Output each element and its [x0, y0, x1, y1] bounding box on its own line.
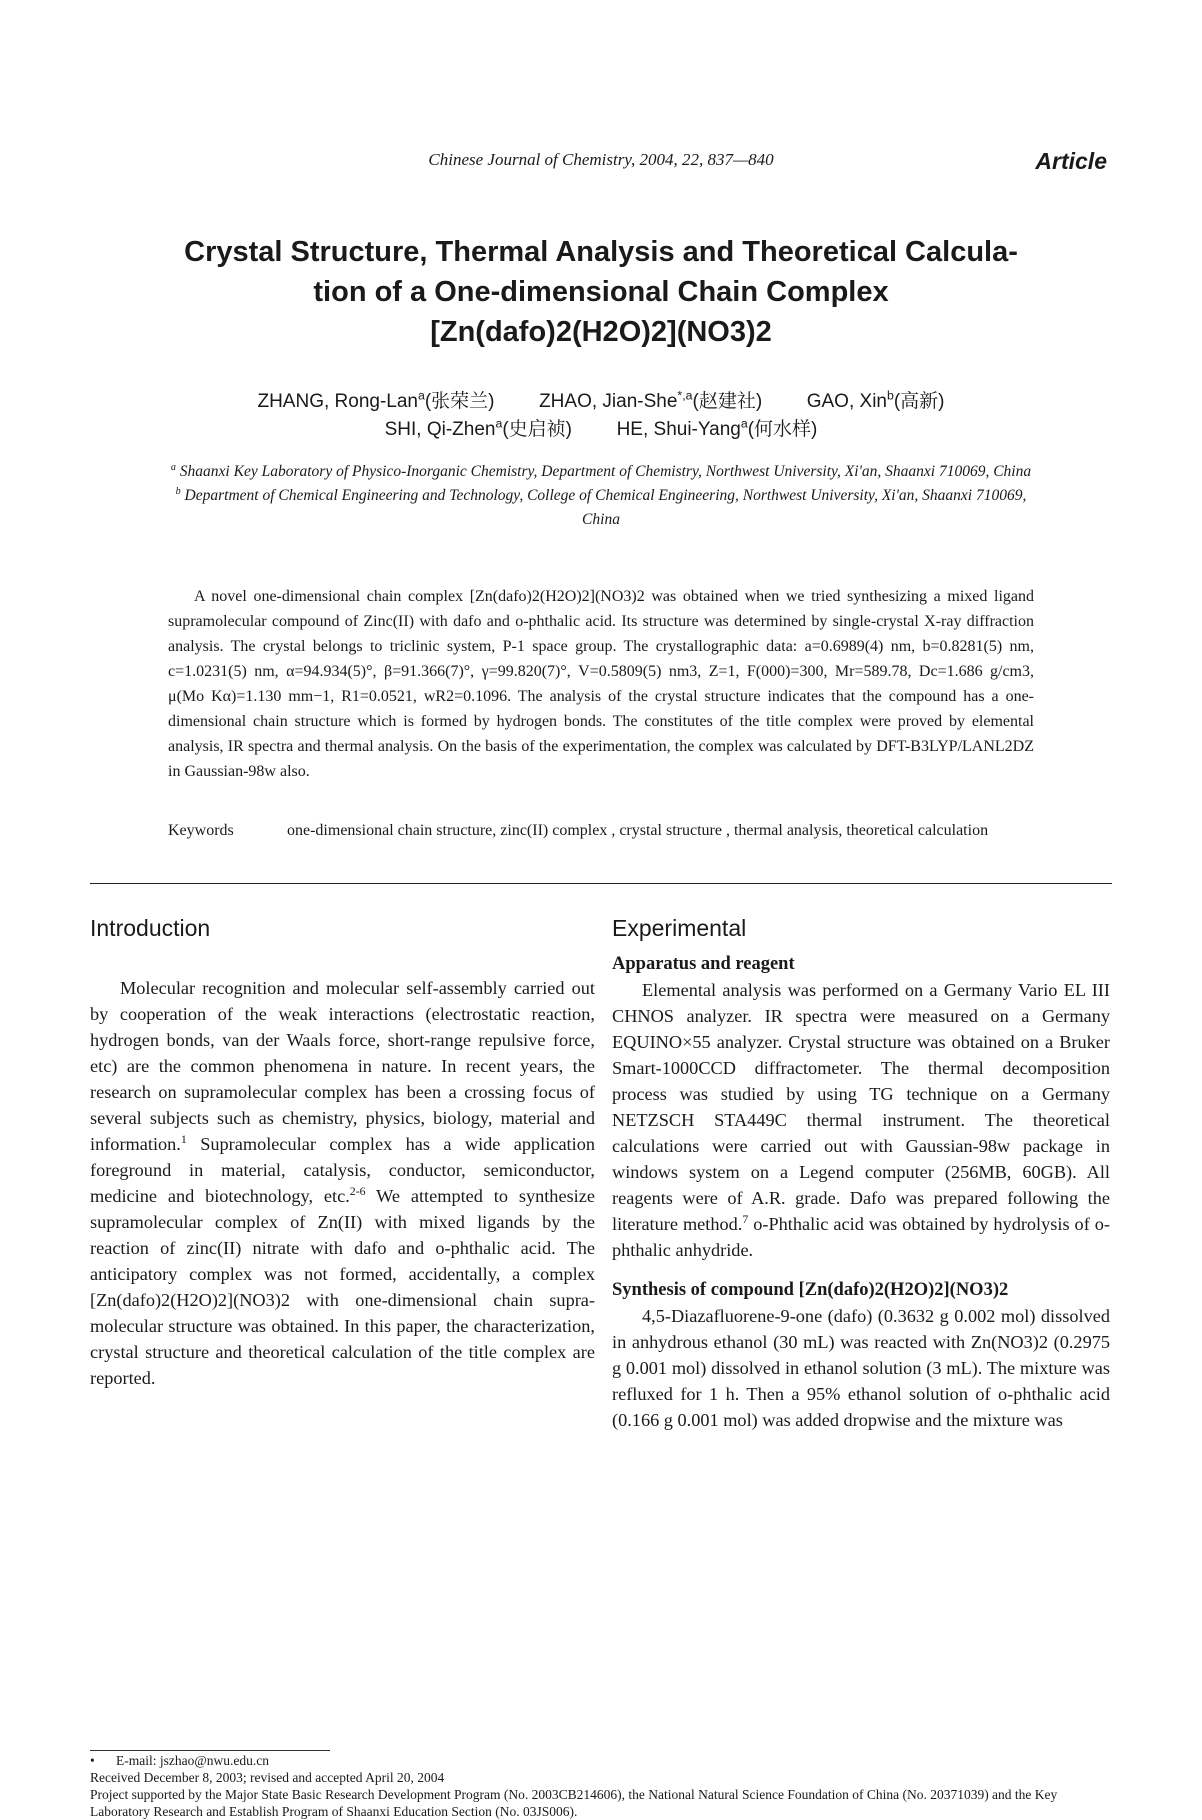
synthesis-paragraph: 4,5-Diazafluorene-9-one (dafo) (0.3632 g 0.002 mol) dissolved in anhydrous ethanol (30 mL) was reacted with Zn(NO3)2 (0.2975 g 0.001 mol) dissolved in ethanol solution (3 mL). The mixture was refluxed for 1 h. Then a 95% ethanol solution of o-phthalic acid (0.166 g 0.001 mol) was added dropwise and the mixture was: [612, 1306, 1110, 1430]
affiliations: [160, 460, 1042, 532]
introduction-heading: Introduction: [90, 915, 211, 941]
author-list: ZHANG, Rong-Lan$^a$(张荣兰) ZHAO, Jian-She$^{*,a}$(赵建社) GAO, Xin$^b$(高新) SHI, Qi-Zhen$^a$(史启祯) HE, Shui-Yang$^a$(何水样): [257, 388, 945, 440]
footnote-email: • E-mail: jszhao@nwu.edu.cn: [90, 1753, 270, 1768]
keywords-label: Keywords: [168, 822, 234, 839]
introduction-column: [90, 915, 595, 1391]
article-type-label: Article: [1035, 148, 1107, 174]
footnote-project: Project supported by the Major State Basic Research Development Program (No. 2003CB214606), the National Natural Science Foundation of China (No. 20371039) and the Key Laboratory Research and Establish Program of Shaanxi Education Section (No. 03JS006).: [90, 1787, 1058, 1819]
journal-citation: Chinese Journal of Chemistry, 2004, 22, 837—840: [428, 150, 774, 169]
introduction-paragraph: Molecular recognition and molecular self-assembly carried out by cooperation of the weak interactions (electrostatic reaction, hydrogen bonds, van der Waals force, short-range repulsive force, etc) are the common phenomena in nature. In recent years, the research on supramolecular complex has been a crossing focus of several subjects such as chemistry, physics, biology, material and information.$^1$ Supramolecular complex has a wide application foreground in material, catalysis, conductor, semiconductor, medicine and biotechnology, etc.$^{2-6}$ We attempted to synthesize supramolecular complex of Zn(II) with mixed ligands by the reaction of zinc(II) nitrate with dafo and o-phthalic acid. The anticipatory complex was not formed, accidentally, a complex [Zn(dafo)2(H2O)2](NO3)2 with one-dimensional chain supra- molecular structure was obtained. In this paper, the characterization, crystal structure and theoretical calculation of the title complex are reported.: [90, 978, 595, 1388]
experimental-column: [612, 915, 1110, 1433]
author-name: HE, Shui-Yang: [616, 419, 741, 440]
abstract: A novel one-dimensional chain complex [Zn(dafo)2(H2O)2](NO3)2 was obtained when we tried synthesizing a mixed ligand supramolecular compound of Zinc(II) with dafo and o-phthalic acid. Its structure was determined by single-crystal X-ray diffraction analysis. The crystal belongs to triclinic system, P-1 space group. The crystallographic data: a=0.6989(4) nm, b=0.8281(5) nm, c=1.0231(5) nm, α=94.934(5)°, β=91.366(7)°, γ=99.820(7)°, V=0.5809(5) nm3, Z=1, F(000)=300, Mr=589.78, Dc=1.686 g/cm3, μ(Mo Kα)=1.130 mm−1, R1=0.0521, wR2=0.1096. The analysis of the crystal structure indicates that the compound has a one-dimensional chain structure which is formed by hydrogen bonds. The constitutes of the title complex were proved by elemental analysis, IR spectra and thermal analysis. On the basis of the experimentation, the complex was calculated by DFT-B3LYP/LANL2DZ in Gaussian-98w also.: [168, 588, 1034, 780]
title-line-2: tion of a One-dimensional Chain Complex: [313, 276, 889, 308]
title-line-3: [Zn(dafo)2(H2O)2](NO3)2: [430, 316, 772, 348]
author-name: GAO, Xin: [806, 391, 887, 412]
experimental-heading: Experimental: [612, 915, 747, 941]
title-line-1: Crystal Structure, Thermal Analysis and Theoretical Calcula-: [184, 236, 1018, 268]
author-name: SHI, Qi-Zhen: [384, 419, 496, 440]
apparatus-paragraph: Elemental analysis was performed on a Germany Vario EL III CHNOS analyzer. IR spectra were measured on a Germany EQUINO×55 analyzer. Crystal structure was obtained on a Bruker Smart-1000CCD diffractometer. The thermal decomposition process was studied by using TG technique on a Germany NETZSCH STA449C thermal instrument. The theoretical calculations were carried out with Gaussian-98w package in windows system on a Legend computer (256MB, 60GB). All reagents were of A.R. grade. Dafo was prepared following the literature method.$^7$ o-Phthalic acid was obtained by hydrolysis of o-phthalic anhydride.: [612, 980, 1110, 1260]
synthesis-subheading: Synthesis of compound [Zn(dafo)2(H2O)2](NO3)2: [612, 1280, 1009, 1300]
footnote-rule: [90, 1750, 330, 1751]
affiliation-b: $^b$ Department of Chemical Engineering and Technology, College of Chemical Engineering, Northwest University, Xi'an, Shaanxi 710069, China: [175, 485, 1027, 528]
keywords-text: one-dimensional chain structure, zinc(II) complex , crystal structure , thermal analysis, theoretical calculation: [287, 822, 989, 839]
author-name: ZHANG, Rong-Lan: [257, 391, 418, 412]
author-name: ZHAO, Jian-She: [539, 391, 678, 412]
footnotes: [90, 1752, 1112, 1820]
footnote-received: Received December 8, 2003; revised and accepted April 20, 2004: [90, 1770, 445, 1785]
apparatus-subheading: Apparatus and reagent: [612, 954, 795, 974]
affiliation-a: $^a$ Shaanxi Key Laboratory of Physico-Inorganic Chemistry, Department of Chemistry, Northwest University, Xi'an, Shaanxi 710069, China: [170, 461, 1032, 480]
section-divider: [90, 883, 1112, 884]
paper-title: [130, 232, 1072, 352]
